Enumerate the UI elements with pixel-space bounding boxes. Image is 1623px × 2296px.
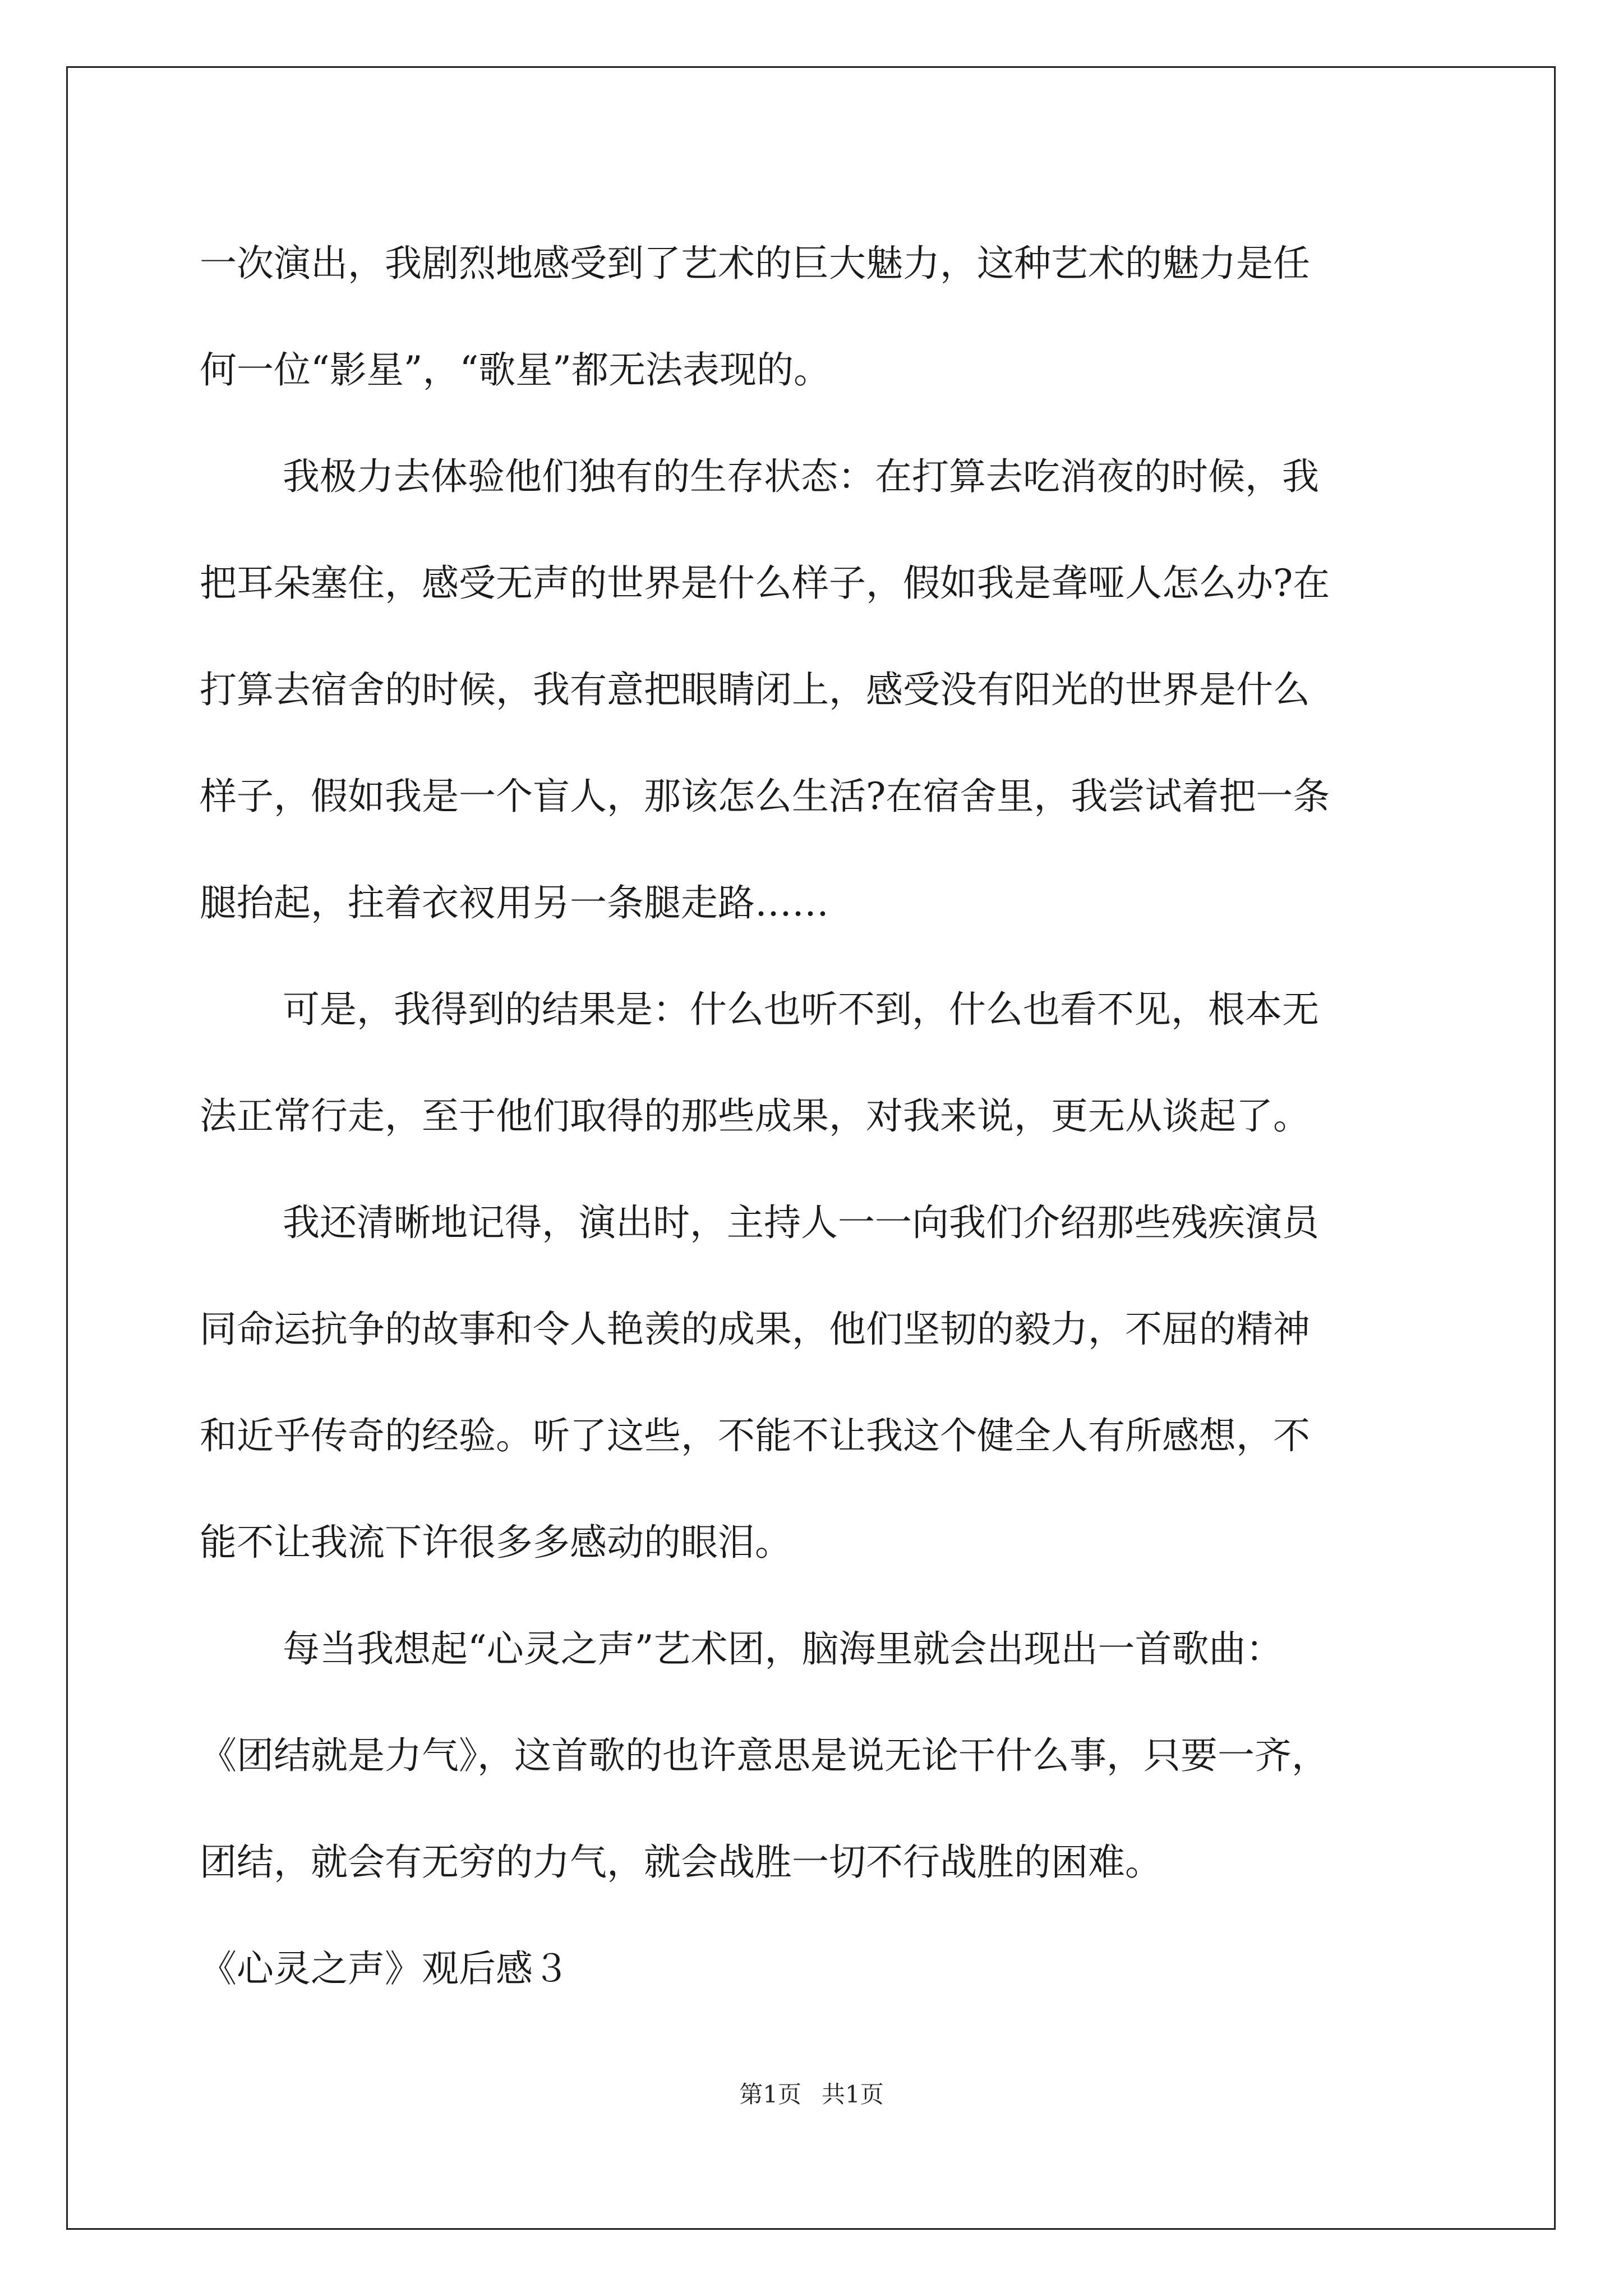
- page-footer: [0, 2078, 1623, 2111]
- text-line: 团结，就会有无穷的力气，就会战胜一切不行战胜的困难。: [200, 1841, 1162, 1884]
- paragraph-1: [200, 210, 1468, 424]
- text-line: 把耳朵塞住，感受无声的世界是什么样子，假如我是聋哑人怎么办?在: [200, 562, 1330, 605]
- text-line: 同命运抗争的故事和令人艳羡的成果，他们坚韧的毅力，不屈的精神: [200, 1308, 1310, 1351]
- text-line: 何一位“影星”，“歌星”都无法表现的。: [200, 348, 831, 392]
- text-line: 可是，我得到的结果是：什么也听不到，什么也看不见，根本无: [283, 988, 1319, 1031]
- text-line: 能不让我流下许很多多感动的眼泪。: [200, 1521, 792, 1564]
- text-line: 打算去宿舍的时候，我有意把眼睛闭上，感受没有阳光的世界是什么: [200, 668, 1310, 711]
- text-line: 我极力去体验他们独有的生存状态：在打算去吃消夜的时候，我: [283, 455, 1319, 498]
- text-line: 和近乎传奇的经验。听了这些，不能不让我这个健全人有所感想，不: [200, 1414, 1310, 1457]
- document-body: [200, 210, 1468, 2022]
- page-number-total: 共1页: [822, 2081, 884, 2108]
- page-number-current: 第1页: [739, 2081, 801, 2108]
- paragraph-5: [200, 1596, 1468, 1916]
- text-line: 《团结就是力气》，这首歌的也许意思是说无论干什么事，只要一齐，: [200, 1734, 1329, 1777]
- text-line: 一次演出，我剧烈地感受到了艺术的巨大魅力，这种艺术的魅力是任: [200, 242, 1310, 285]
- text-line: 每当我想起“心灵之声”艺术团，脑海里就会出现出一首歌曲：: [283, 1627, 1283, 1671]
- paragraph-2: [200, 424, 1468, 956]
- paragraph-3: [200, 956, 1468, 1170]
- text-line: 法正常行走，至于他们取得的那些成果，对我来说，更无从谈起了。: [200, 1094, 1310, 1138]
- text-line: 样子，假如我是一个盲人，那该怎么生活?在宿舍里，我尝试着把一条: [200, 775, 1330, 818]
- paragraph-4: [200, 1170, 1468, 1596]
- text-line: 我还清晰地记得，演出时，主持人一一向我们介绍那些残疾演员: [283, 1201, 1319, 1244]
- section-heading: 《心灵之声》观后感３: [200, 1947, 570, 1990]
- text-line: 腿抬起，拄着衣衩用另一条腿走路……: [200, 881, 829, 924]
